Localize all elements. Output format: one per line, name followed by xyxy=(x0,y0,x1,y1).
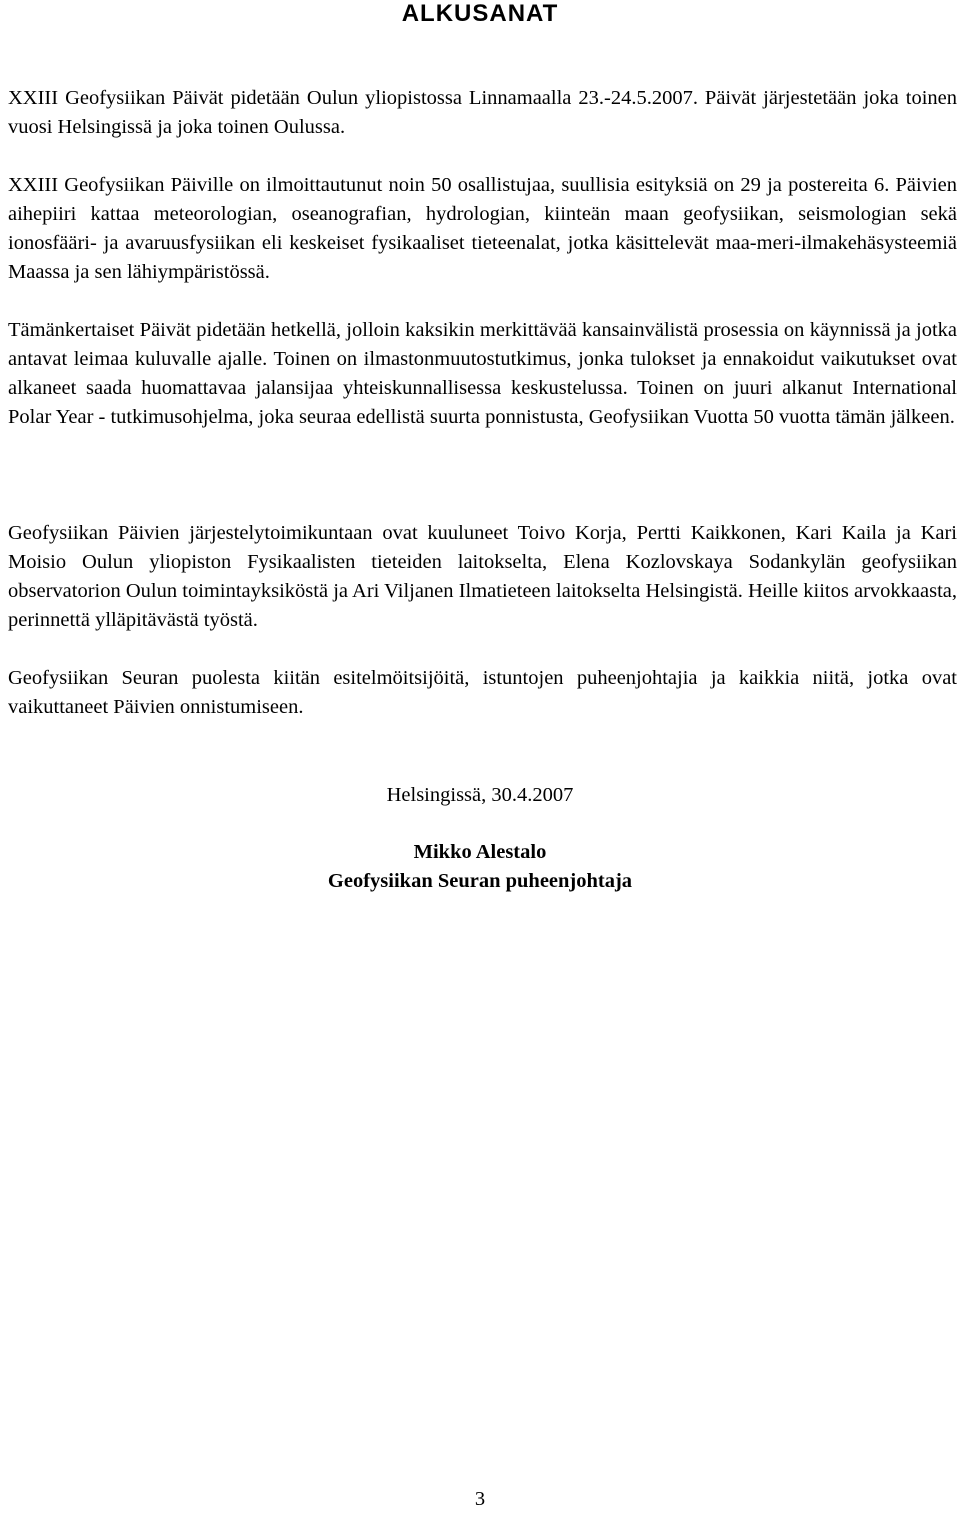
paragraph-scope: XXIII Geofysiikan Päiville on ilmoittautunut noin 50 osallistujaa, suullisia esityksiä on 29 ja postereita 6. Päivien aihepiiri kattaa meteorologian, oseanografian, hydrologian, kiinteän maan geofysiikan, seismologian sekä ionosfääri- ja avaruusfysiikan eli keskeiset fysikaaliset tieteenalat, jotka käsittelevät maa-meri-ilmakehäsysteemiä Maassa ja sen lähiympäristössä. xyxy=(8,174,957,283)
page-heading: ALKUSANAT xyxy=(401,0,559,27)
paragraph-context: Tämänkertaiset Päivät pidetään hetkellä, jolloin kaksikin merkittävää kansainvälistä prosessia on käynnissä ja jotka antavat leimaa kuluvalle ajalle. Toinen on ilmastonmuutostutkimus, jonka tulokset ja ennakoidut vaikutukset ovat alkaneet saada huomattavaa jalansijaa yhteiskunnallisessa keskustelussa. Toinen on juuri alkanut International Polar Year - tutkimusohjelma, joka seuraa edellistä suurta ponnistusta, Geofysiikan Vuotta 50 vuotta tämän jälkeen. xyxy=(8,319,957,428)
signer-title: Geofysiikan Seuran puheenjohtaja xyxy=(327,870,633,892)
paragraph-thanks: Geofysiikan Seuran puolesta kiitän esitelmöitsijöitä, istuntojen puheenjohtajia ja kaikkia niitä, jotka ovat vaikuttaneet Päivien onnistumiseen. xyxy=(8,667,957,718)
page-number: 3 xyxy=(474,1488,486,1510)
signer-name: Mikko Alestalo xyxy=(413,841,547,863)
place-date: Helsingissä, 30.4.2007 xyxy=(386,784,574,806)
paragraph-committee: Geofysiikan Päivien järjestelytoimikuntaan ovat kuuluneet Toivo Korja, Pertti Kaikkonen, Kari Kaila ja Kari Moisio Oulun yliopiston Fysikaalisten tieteiden laitokselta, Elena Kozlovskaya Sodankylän geofysiikan observatorion Oulun toimintayksiköstä ja Ari Viljanen Ilmatieteen laitokselta Helsingistä. Heille kiitos arvokkaasta, perinnettä ylläpitävästä työstä. xyxy=(8,522,957,631)
paragraph-intro: XXIII Geofysiikan Päivät pidetään Oulun yliopistossa Linnamaalla 23.-24.5.2007. Päivät järjestetään joka toinen vuosi Helsingissä ja joka toinen Oulussa. xyxy=(8,87,957,138)
